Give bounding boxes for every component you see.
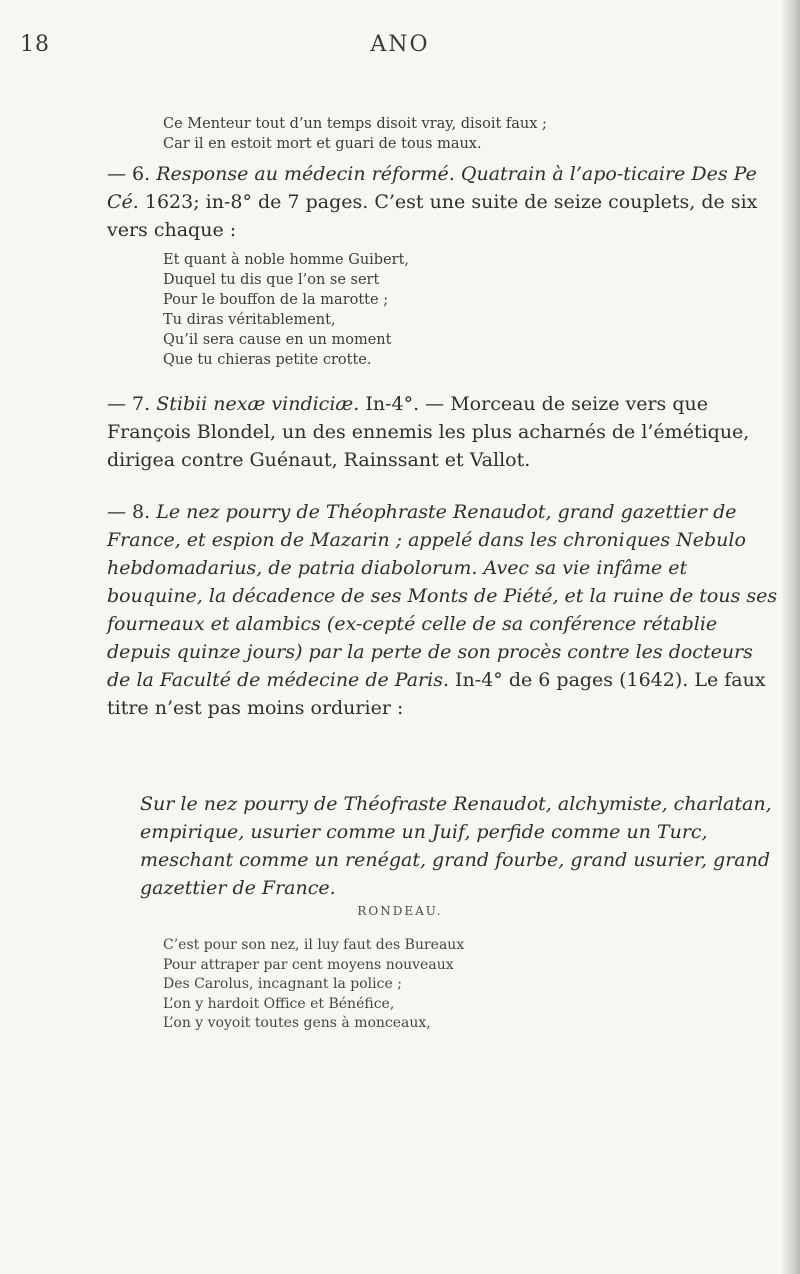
entry-details: 1623; in-8° de 7 pages. C’est une suite de seize couplets, de six vers chaque : xyxy=(107,191,758,241)
entry-8 xyxy=(107,498,779,722)
verse-line: Des Carolus, incagnant la police ; xyxy=(163,976,402,992)
running-title: ANO xyxy=(370,32,430,57)
faux-titre: Sur le nez pourry de Théofraste Renaudot, alchymiste, charlatan, empirique, usurier comme un Juif, perfide comme un Turc, meschant comme un renégat, grand fourbe, grand usurier, grand gazettier de France. xyxy=(140,793,772,899)
verse-epigram xyxy=(163,114,547,154)
entry-title: Response au médecin réformé. Quatrain à l’apo-ticaire Des Pe Cé. xyxy=(107,163,757,213)
entry-title: Stibii nexæ vindiciæ. xyxy=(156,393,360,415)
verse-line: Ce Menteur tout d’un temps disoit vray, disoit faux ; xyxy=(163,116,547,132)
verse-line: L’on y voyoit toutes gens à monceaux, xyxy=(163,1015,431,1031)
page-header xyxy=(0,32,800,62)
verse-couplet xyxy=(163,250,409,370)
entry-details: In-4°. — Morceau de seize vers que François Blondel, un des ennemis les plus acharnés de l’émétique, dirigea contre Guénaut, Rainssant et Vallot. xyxy=(107,393,750,471)
verse-line: Qu’il sera cause en un moment xyxy=(163,332,392,348)
verse-line: Duquel tu dis que l’on se sert xyxy=(163,272,380,288)
rondeau-verse xyxy=(163,936,464,1034)
entry-number: — 7. xyxy=(107,393,157,415)
entry-details: In-4° de 6 pages (1642). Le faux titre n’est pas moins ordurier : xyxy=(107,669,766,719)
verse-line: Car il en estoit mort et guari de tous maux. xyxy=(163,136,482,152)
verse-line: C’est pour son nez, il luy faut des Bureaux xyxy=(163,937,465,953)
entry-title: Le nez pourry de Théophraste Renaudot, grand gazettier de France, et espion de Mazarin ; appelé dans les chroniques Nebulo hebdomadarius, de patria diabolorum. Avec sa vie infâme et bouquine, la décadence de ses Monts de Piété, et la ruine de tous ses fourneaux et alambics (ex-cepté celle de sa conférence rétablie depuis quinze jours) par la perte de son procès contre les docteurs de la Faculté de médecine de Paris. xyxy=(107,501,778,691)
entry-6 xyxy=(107,160,779,244)
verse-line: Et quant à noble homme Guibert, xyxy=(163,252,410,268)
rondeau-heading: RONDEAU. xyxy=(357,904,443,918)
verse-line: Pour attraper par cent moyens nouveaux xyxy=(163,956,454,973)
page-edge-shadow xyxy=(782,0,800,1274)
entry-number: — 8. xyxy=(107,501,157,523)
verse-line: Pour le bouffon de la marotte ; xyxy=(163,292,389,308)
entry-7 xyxy=(107,390,779,474)
verse-line: Tu diras véritablement, xyxy=(163,312,336,328)
verse-line: Que tu chieras petite crotte. xyxy=(163,352,372,368)
entry-number: — 6. xyxy=(107,163,157,185)
page-number: 18 xyxy=(20,32,50,57)
verse-line: L’on y hardoit Office et Bénéfice, xyxy=(163,995,395,1012)
